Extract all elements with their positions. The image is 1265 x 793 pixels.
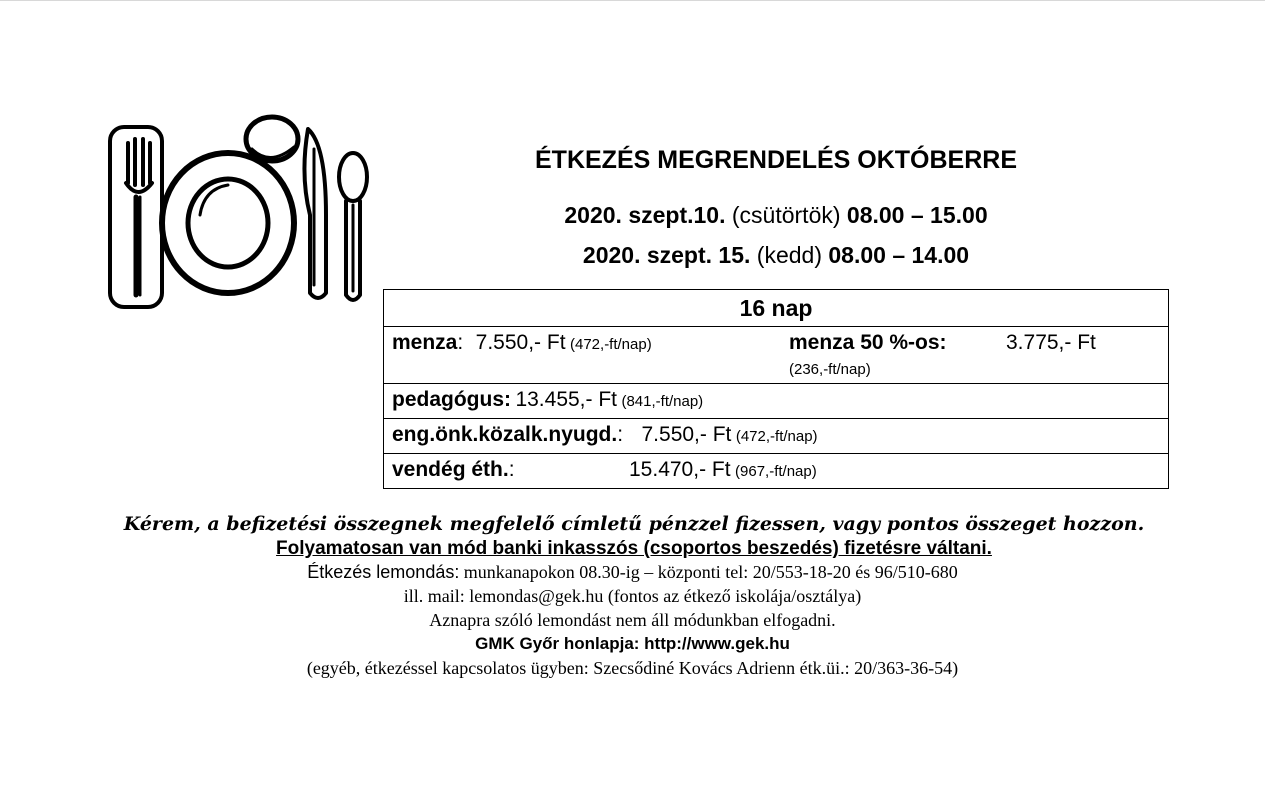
vendeg-sep: : bbox=[508, 458, 515, 481]
date-2-time: 08.00 – 14.00 bbox=[828, 242, 970, 268]
vendeg-per-day: (967,-ft/nap) bbox=[735, 463, 817, 480]
vendeg-price: 15.470,- Ft bbox=[629, 458, 731, 481]
vendeg-label: vendég éth. bbox=[392, 458, 509, 481]
cancellation-text: munkanapokon 08.30-ig – központi tel: 20/553-18-20 és 96/510-680 bbox=[463, 562, 958, 582]
menza50-label: menza 50 %-os: bbox=[789, 331, 947, 354]
date-1-time: 08.00 – 15.00 bbox=[846, 202, 988, 228]
payment-notice bbox=[120, 512, 1148, 561]
menza-row bbox=[384, 327, 1169, 384]
menza-sep: : bbox=[457, 331, 464, 354]
eng-price: 7.550,- Ft bbox=[641, 423, 732, 446]
cutlery-plate-icon bbox=[100, 105, 380, 315]
contact-line: (egyéb, étkezéssel kapcsolatos ügyben: Szecsődiné Kovács Adrienn étk.üi.: 20/363-36-54) bbox=[306, 658, 959, 678]
menza50-price: 3.775,- Ft bbox=[1006, 331, 1096, 354]
page-title: ÉTKEZÉS MEGRENDELÉS OKTÓBERRE bbox=[535, 146, 1017, 174]
date-1-date: 2020. szept.10. bbox=[564, 202, 726, 228]
website-line: GMK Győr honlapja: http://www.gek.hu bbox=[475, 634, 790, 653]
eng-sep: : bbox=[617, 423, 624, 446]
menza-per-day: (472,-ft/nap) bbox=[570, 336, 652, 353]
order-date-1 bbox=[470, 202, 1082, 229]
payment-notice-text: Kérem, a befizetési összegnek megfelelő címletű pénzzel fizessen, vagy pontos összeget hozzon. bbox=[123, 513, 1145, 535]
pedagogus-price: 13.455,- Ft bbox=[515, 388, 618, 411]
menza-price: 7.550,- Ft bbox=[475, 331, 566, 354]
direct-debit-notice: Folyamatosan van mód banki inkasszós (csoportos beszedés) fizetésre váltani. bbox=[276, 538, 992, 559]
mail-line: ill. mail: lemondas@gek.hu (fontos az étkező iskolája/osztálya) bbox=[403, 586, 862, 606]
menza50-per-day: (236,-ft/nap) bbox=[789, 361, 871, 378]
order-date-2 bbox=[470, 242, 1082, 269]
vendeg-row bbox=[384, 454, 1169, 489]
days-header: 16 nap bbox=[384, 290, 1169, 327]
pedagogus-label: pedagógus: bbox=[392, 388, 511, 411]
top-border-line bbox=[0, 0, 1265, 1]
eng-label: eng.önk.közalk.nyugd. bbox=[392, 423, 618, 446]
date-1-day: (csütörtök) bbox=[731, 202, 841, 228]
eng-row bbox=[384, 419, 1169, 454]
date-2-day: (kedd) bbox=[756, 242, 822, 268]
date-2-date: 2020. szept. 15. bbox=[582, 242, 751, 268]
pedagogus-row bbox=[384, 384, 1169, 419]
eng-per-day: (472,-ft/nap) bbox=[735, 428, 818, 445]
menza-label: menza bbox=[392, 331, 458, 354]
pedagogus-per-day: (841,-ft/nap) bbox=[621, 393, 704, 410]
cancellation-label: Étkezés lemondás: bbox=[307, 562, 460, 582]
cancellation-line bbox=[100, 562, 1165, 583]
price-table bbox=[383, 289, 1169, 489]
same-day-line: Aznapra szóló lemondást nem áll módunkban elfogadni. bbox=[429, 610, 836, 630]
